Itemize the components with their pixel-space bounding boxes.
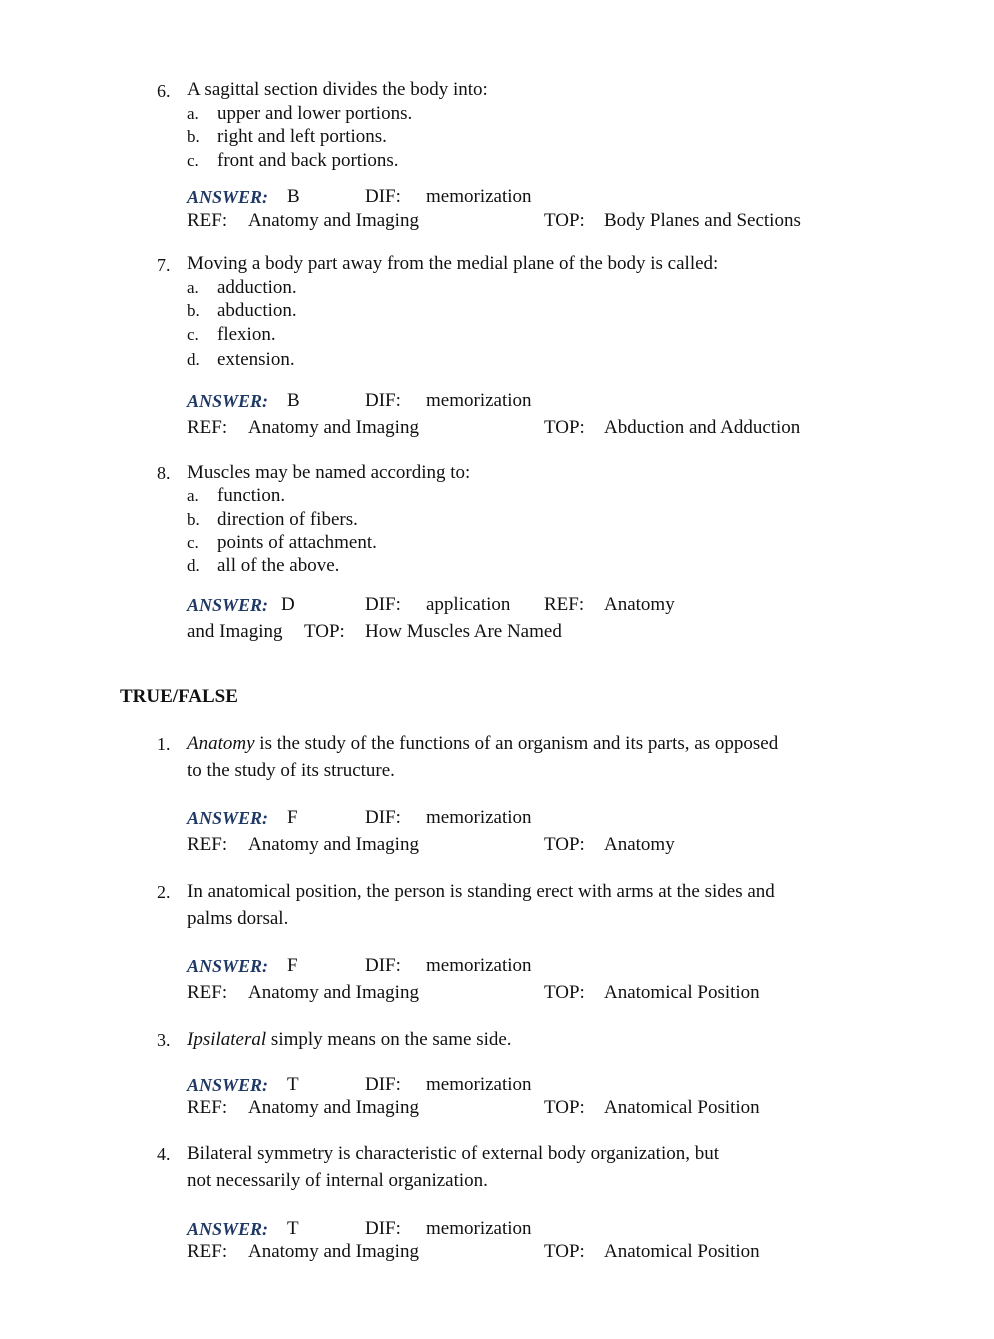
ref-value: Anatomy and Imaging — [248, 417, 419, 438]
answer-value: B — [287, 390, 300, 411]
option-letter: a. — [187, 104, 199, 123]
question-text — [187, 734, 778, 753]
question-number: 7. — [157, 255, 171, 275]
answer-value: T — [287, 1074, 299, 1095]
option-letter: b. — [187, 301, 200, 320]
option-text: function. — [217, 485, 286, 506]
answer-value: F — [287, 807, 298, 828]
dif-label: DIF: — [365, 186, 401, 207]
question-text-rest: simply means on the same side. — [266, 1029, 512, 1050]
question-text-line2: palms dorsal. — [187, 908, 289, 929]
top-label: TOP: — [304, 621, 345, 642]
answer-label: ANSWER: — [187, 808, 269, 828]
question-number: 3. — [157, 1030, 171, 1050]
dif-value: memorization — [426, 390, 532, 411]
dif-label: DIF: — [365, 594, 401, 615]
option-text: all of the above. — [217, 555, 340, 576]
question-text: Bilateral symmetry is characteristic of external body organization, but — [187, 1143, 719, 1164]
section-heading: TRUE/FALSE — [120, 686, 238, 707]
option-text: upper and lower portions. — [217, 103, 413, 124]
dif-label: DIF: — [365, 955, 401, 976]
top-label: TOP: — [544, 210, 585, 231]
top-value: Abduction and Adduction — [604, 417, 801, 438]
answer-label: ANSWER: — [187, 187, 269, 207]
dif-label: DIF: — [365, 1218, 401, 1239]
top-value: Anatomical Position — [604, 1097, 760, 1118]
dif-label: DIF: — [365, 390, 401, 411]
top-value: Anatomy — [604, 834, 675, 855]
question-number: 8. — [157, 463, 171, 483]
answer-label: ANSWER: — [187, 391, 269, 411]
question-text: Muscles may be named according to: — [187, 462, 471, 483]
answer-value: D — [281, 594, 295, 615]
option-text: direction of fibers. — [217, 509, 358, 530]
top-label: TOP: — [544, 834, 585, 855]
answer-value: B — [287, 186, 300, 207]
top-value: How Muscles Are Named — [365, 621, 562, 642]
top-label: TOP: — [544, 417, 585, 438]
ref-label: REF: — [187, 417, 228, 438]
answer-label: ANSWER: — [187, 595, 269, 615]
option-letter: b. — [187, 510, 200, 529]
option-text: front and back portions. — [217, 150, 399, 171]
dif-value: memorization — [426, 1218, 532, 1239]
question-term: Anatomy — [187, 733, 255, 754]
question-number: 2. — [157, 882, 171, 902]
top-value: Body Planes and Sections — [604, 210, 801, 231]
option-letter: b. — [187, 127, 200, 146]
ref-label: REF: — [187, 1241, 228, 1262]
dif-value: application — [426, 594, 511, 615]
option-text: adduction. — [217, 277, 297, 298]
ref-value-continued: and Imaging — [187, 621, 283, 642]
question-number: 1. — [157, 734, 171, 754]
ref-value: Anatomy — [604, 594, 675, 615]
ref-value: Anatomy and Imaging — [248, 834, 419, 855]
option-text: right and left portions. — [217, 126, 387, 147]
ref-label: REF: — [544, 594, 585, 615]
option-letter: c. — [187, 533, 199, 552]
top-value: Anatomical Position — [604, 982, 760, 1003]
answer-label: ANSWER: — [187, 956, 269, 976]
option-letter: d. — [187, 556, 200, 575]
dif-value: memorization — [426, 955, 532, 976]
question-term: Ipsilateral — [187, 1029, 267, 1050]
ref-label: REF: — [187, 982, 228, 1003]
option-letter: c. — [187, 325, 199, 344]
question-text: A sagittal section divides the body into: — [187, 79, 488, 100]
top-label: TOP: — [544, 982, 585, 1003]
option-text: flexion. — [217, 324, 276, 345]
option-letter: a. — [187, 486, 199, 505]
question-number: 6. — [157, 81, 171, 101]
answer-label: ANSWER: — [187, 1219, 269, 1239]
dif-value: memorization — [426, 807, 532, 828]
question-text: Moving a body part away from the medial plane of the body is called: — [187, 253, 719, 274]
question-number: 4. — [157, 1144, 171, 1164]
question-text-line2: to the study of its structure. — [187, 760, 395, 781]
dif-label: DIF: — [365, 807, 401, 828]
ref-label: REF: — [187, 1097, 228, 1118]
dif-value: memorization — [426, 186, 532, 207]
ref-label: REF: — [187, 210, 228, 231]
ref-value: Anatomy and Imaging — [248, 1097, 419, 1118]
answer-label: ANSWER: — [187, 1075, 269, 1095]
answer-value: T — [287, 1218, 299, 1239]
question-text — [187, 1030, 512, 1049]
answer-value: F — [287, 955, 298, 976]
question-text-line2: not necessarily of internal organization. — [187, 1170, 488, 1191]
ref-value: Anatomy and Imaging — [248, 210, 419, 231]
option-text: extension. — [217, 349, 295, 370]
option-text: points of attachment. — [217, 532, 377, 553]
top-label: TOP: — [544, 1241, 585, 1262]
ref-value: Anatomy and Imaging — [248, 982, 419, 1003]
option-letter: a. — [187, 278, 199, 297]
option-text: abduction. — [217, 300, 297, 321]
top-value: Anatomical Position — [604, 1241, 760, 1262]
question-text: In anatomical position, the person is standing erect with arms at the sides and — [187, 881, 775, 902]
question-text-rest: is the study of the functions of an organism and its parts, as opposed — [254, 733, 779, 754]
option-letter: d. — [187, 350, 200, 369]
dif-value: memorization — [426, 1074, 532, 1095]
ref-label: REF: — [187, 834, 228, 855]
option-letter: c. — [187, 151, 199, 170]
top-label: TOP: — [544, 1097, 585, 1118]
ref-value: Anatomy and Imaging — [248, 1241, 419, 1262]
dif-label: DIF: — [365, 1074, 401, 1095]
